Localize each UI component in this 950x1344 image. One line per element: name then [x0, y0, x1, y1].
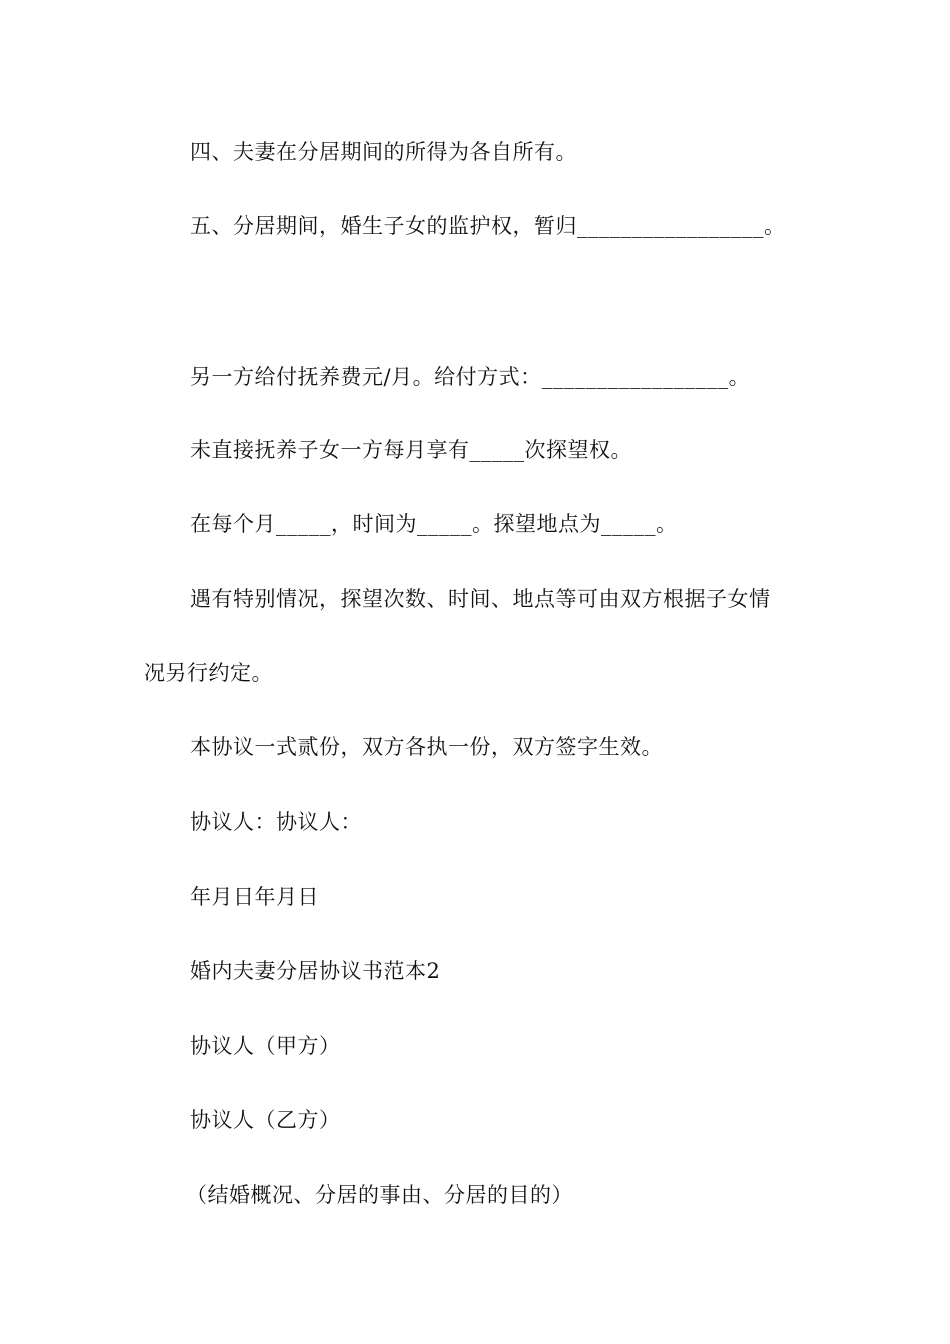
visitation-time-place-paragraph: 在每个月_____，时间为_____。探望地点为_____。 [190, 512, 678, 536]
visitation-count-paragraph: 未直接抚养子女一方每月享有_____次探望权。 [190, 438, 632, 462]
support-payment-paragraph: 另一方给付抚养费元/月。给付方式：_________________。 [190, 365, 751, 389]
signatories-line: 协议人：协议人： [190, 810, 362, 834]
clause-5-paragraph: 五、分居期间，婚生子女的监护权，暂归_________________。 [190, 214, 786, 238]
party-b-line: 协议人（乙方） [190, 1108, 341, 1132]
special-circumstances-paragraph: 遇有特别情况，探望次数、时间、地点等可由双方根据子女情 [190, 587, 771, 611]
marriage-overview-line: （结婚概况、分居的事由、分居的目的） [186, 1183, 573, 1207]
template-2-title: 婚内夫妻分居协议书范本2 [190, 959, 441, 983]
copies-paragraph: 本协议一式贰份，双方各执一份，双方签字生效。 [190, 735, 663, 759]
clause-4-paragraph: 四、夫妻在分居期间的所得为各自所有。 [190, 140, 577, 164]
date-line: 年月日年月日 [190, 885, 319, 909]
special-circumstances-continuation: 况另行约定。 [144, 661, 273, 685]
party-a-line: 协议人（甲方） [190, 1034, 341, 1058]
